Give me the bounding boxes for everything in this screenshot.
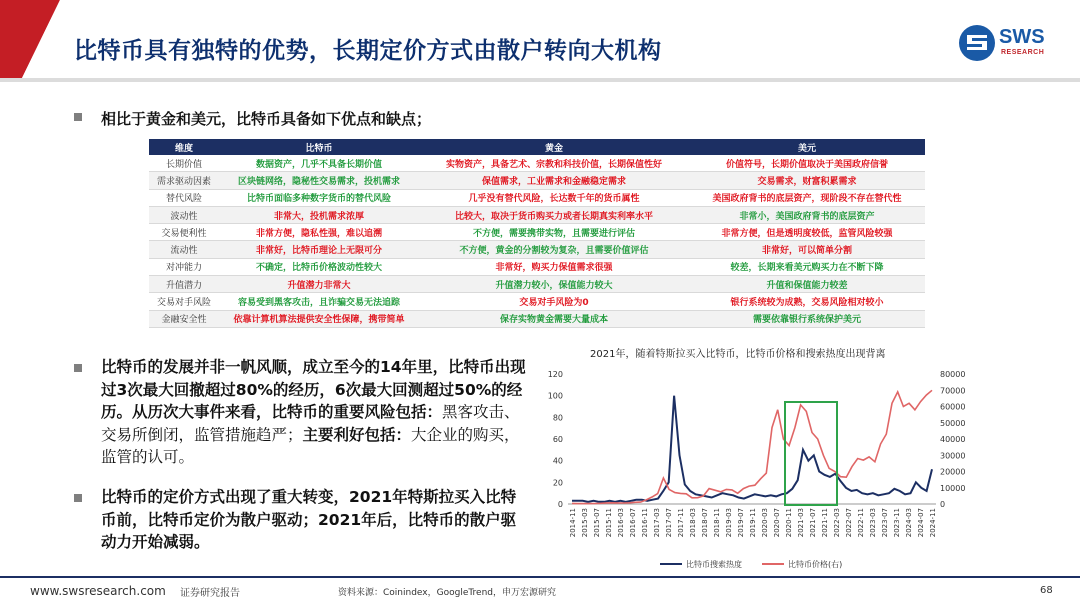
table-cell: 价值符号，长期价值取决于美国政府信誉 — [689, 155, 925, 172]
sws-logo — [958, 24, 1058, 64]
table-cell: 升值和保值能力较差 — [689, 276, 925, 293]
y-right-tick-label: 60000 — [940, 402, 966, 412]
table-cell-dimension: 长期价值 — [149, 155, 219, 172]
table-cell: 非常好，购买力保值需求很强 — [419, 258, 689, 275]
x-tick-label: 2019-07 — [737, 508, 745, 538]
footer-report-label: 证券研究报告 — [180, 588, 240, 599]
table-row — [149, 206, 925, 223]
table-row — [149, 310, 925, 327]
table-cell: 数据资产，几乎不具备长期价值 — [219, 155, 419, 172]
sws-logo-icon — [958, 24, 996, 62]
table-cell: 升值潜力较小，保值能力较大 — [419, 276, 689, 293]
table-cell: 比较大，取决于货币购买力或者长期真实利率水平 — [419, 206, 689, 223]
table-cell: 非常方便，但是透明度较低，监管风险较强 — [689, 224, 925, 241]
pricing-paragraph: 比特币的定价方式出现了重大转变，2021年特斯拉买入比特币前，比特币定价为散户驱动；2021年后，比特币的散户驱动力开始减弱。 — [101, 488, 517, 552]
legend-label: 比特币搜索热度 — [686, 560, 742, 569]
table-cell: 依靠计算机算法提供安全性保障，携带简单 — [219, 310, 419, 327]
table-row — [149, 293, 925, 310]
risk-lead: 比特币的发展并非一帆风顺，成立至今的14年里，比特币出现过3次最大回撤超过80%的经历，6次最大回测超过50%的经历。从历次大事件来看，比特币的重要风险包括： — [101, 358, 526, 422]
footer-source: 资料来源：Coinindex，GoogleTrend，申万宏源研究 — [338, 588, 556, 598]
line-chart — [540, 360, 980, 575]
table-cell: 升值潜力非常大 — [219, 276, 419, 293]
table-row — [149, 189, 925, 206]
x-tick-label: 2018-03 — [689, 508, 697, 538]
table-cell-dimension: 交易便利性 — [149, 224, 219, 241]
table-cell-dimension: 金融安全性 — [149, 310, 219, 327]
x-tick-label: 2018-07 — [701, 508, 709, 538]
y-left-tick-label: 120 — [547, 370, 563, 379]
table-cell-dimension: 波动性 — [149, 206, 219, 223]
x-tick-label: 2020-11 — [785, 508, 793, 538]
table-cell: 银行系统较为成熟，交易风险相对较小 — [689, 293, 925, 310]
table-cell: 需要依靠银行系统保护美元 — [689, 310, 925, 327]
table-cell: 交易需求，财富积累需求 — [689, 172, 925, 189]
table-cell: 非常好，可以简单分割 — [689, 241, 925, 258]
table-cell: 保存实物黄金需要大量成本 — [419, 310, 689, 327]
table-row — [149, 258, 925, 275]
benefit-list: 大企业的购买，监管的认可。 — [101, 425, 520, 467]
table-cell: 几乎没有替代风险，长达数千年的货币属性 — [419, 189, 689, 206]
table-row — [149, 155, 925, 172]
x-tick-label: 2015-07 — [593, 508, 601, 538]
y-right-tick-label: 0 — [940, 500, 946, 509]
x-tick-label: 2022-03 — [833, 508, 841, 538]
bullet-square-icon — [74, 494, 82, 502]
footer-divider — [0, 576, 1080, 578]
x-tick-label: 2017-03 — [653, 508, 661, 538]
x-tick-label: 2024-07 — [917, 508, 925, 538]
table-cell-dimension: 流动性 — [149, 241, 219, 258]
x-tick-label: 2024-03 — [905, 508, 913, 538]
legend-label: 比特币价格(右) — [788, 560, 843, 569]
table-cell-dimension: 升值潜力 — [149, 276, 219, 293]
x-tick-label: 2022-11 — [857, 508, 865, 538]
y-right-tick-label: 10000 — [940, 483, 966, 493]
risk-paragraph — [101, 356, 531, 469]
y-left-tick-label: 60 — [552, 435, 563, 444]
x-tick-label: 2020-07 — [773, 508, 781, 538]
table-row — [149, 241, 925, 258]
table-header: 比特币 — [219, 139, 419, 155]
x-tick-label: 2021-07 — [809, 508, 817, 538]
table-cell: 非常好，比特币理论上无限可分 — [219, 241, 419, 258]
y-left-tick-label: 100 — [547, 391, 563, 401]
y-right-tick-label: 70000 — [940, 386, 966, 396]
table-cell-dimension: 需求驱动因素 — [149, 172, 219, 189]
page-title: 比特币具有独特的优势，长期定价方式由散户转向大机构 — [74, 38, 662, 64]
chart-title: 2021年，随着特斯拉买入比特币，比特币价格和搜索热度出现背离 — [590, 349, 886, 360]
x-tick-label: 2016-07 — [629, 508, 637, 538]
table-cell-dimension: 交易对手风险 — [149, 293, 219, 310]
x-tick-label: 2014-11 — [569, 508, 577, 538]
x-tick-label: 2015-11 — [605, 508, 613, 538]
y-left-tick-label: 0 — [557, 500, 563, 509]
table-cell: 不确定，比特币价格波动性较大 — [219, 258, 419, 275]
logo-brand: SWS — [999, 26, 1045, 48]
table-header-row — [149, 139, 925, 155]
table-cell: 不方便，黄金的分割较为复杂，且需要价值评估 — [419, 241, 689, 258]
table-cell: 区块链网络，隐秘性交易需求，投机需求 — [219, 172, 419, 189]
y-right-tick-label: 40000 — [940, 435, 966, 444]
x-tick-label: 2024-11 — [929, 508, 937, 538]
x-tick-label: 2021-11 — [821, 508, 829, 538]
table-cell: 比特币面临多种数字货币的替代风险 — [219, 189, 419, 206]
bullet-square-icon — [74, 113, 82, 121]
table-cell-dimension: 替代风险 — [149, 189, 219, 206]
table-header: 美元 — [689, 139, 925, 155]
table-cell: 美国政府背书的底层资产，现阶段不存在替代性 — [689, 189, 925, 206]
y-left-tick-label: 40 — [552, 456, 563, 466]
table-cell: 不方便，需要携带实物，且需要进行评估 — [419, 224, 689, 241]
bullet-square-icon — [74, 364, 82, 372]
y-right-tick-label: 50000 — [940, 418, 966, 428]
x-tick-label: 2017-07 — [665, 508, 673, 538]
table-cell: 容易受到黑客攻击，且诈骗交易无法追踪 — [219, 293, 419, 310]
table-row — [149, 276, 925, 293]
series-line-1 — [572, 390, 932, 503]
table-cell: 非常小，美国政府背书的底层资产 — [689, 206, 925, 223]
x-tick-label: 2020-03 — [761, 508, 769, 538]
x-tick-label: 2021-03 — [797, 508, 805, 538]
x-tick-label: 2023-11 — [893, 508, 901, 538]
risk-list: 黑客攻击、交易所倒闭，监管措施趋严； — [101, 403, 520, 444]
page-number: 68 — [1040, 585, 1053, 596]
table-cell: 保值需求，工业需求和金融稳定需求 — [419, 172, 689, 189]
y-right-tick-label: 80000 — [940, 370, 966, 379]
x-tick-label: 2018-11 — [713, 508, 721, 538]
x-tick-label: 2022-07 — [845, 508, 853, 538]
y-right-tick-label: 30000 — [940, 451, 966, 461]
y-right-tick-label: 20000 — [940, 467, 966, 477]
table-row — [149, 224, 925, 241]
x-tick-label: 2019-11 — [749, 508, 757, 538]
table-cell: 实物资产，具备艺术、宗教和科技价值，长期保值性好 — [419, 155, 689, 172]
x-tick-label: 2016-11 — [641, 508, 649, 538]
footer-url[interactable]: www.swsresearch.com — [30, 584, 166, 598]
comparison-table — [149, 139, 925, 328]
y-left-tick-label: 80 — [552, 413, 563, 423]
intro-text: 相比于黄金和美元，比特币具备如下优点和缺点； — [101, 110, 432, 128]
table-cell: 交易对手风险为0 — [419, 293, 689, 310]
table-cell: 非常方便，隐私性强，难以追溯 — [219, 224, 419, 241]
table-cell-dimension: 对冲能力 — [149, 258, 219, 275]
x-tick-label: 2019-03 — [725, 508, 733, 538]
x-tick-label: 2017-11 — [677, 508, 685, 538]
table-header: 维度 — [149, 139, 219, 155]
table-header: 黄金 — [419, 139, 689, 155]
x-tick-label: 2016-03 — [617, 508, 625, 538]
y-left-tick-label: 20 — [552, 478, 563, 488]
benefit-lead: 主要利好包括： — [302, 425, 412, 444]
x-tick-label: 2023-03 — [869, 508, 877, 538]
table-cell: 非常大，投机需求浓厚 — [219, 206, 419, 223]
x-tick-label: 2023-07 — [881, 508, 889, 538]
x-tick-label: 2015-03 — [581, 508, 589, 538]
logo-sub: RESEARCH — [1001, 49, 1045, 56]
table-row — [149, 172, 925, 189]
table-cell: 较差，长期来看美元购买力在不断下降 — [689, 258, 925, 275]
